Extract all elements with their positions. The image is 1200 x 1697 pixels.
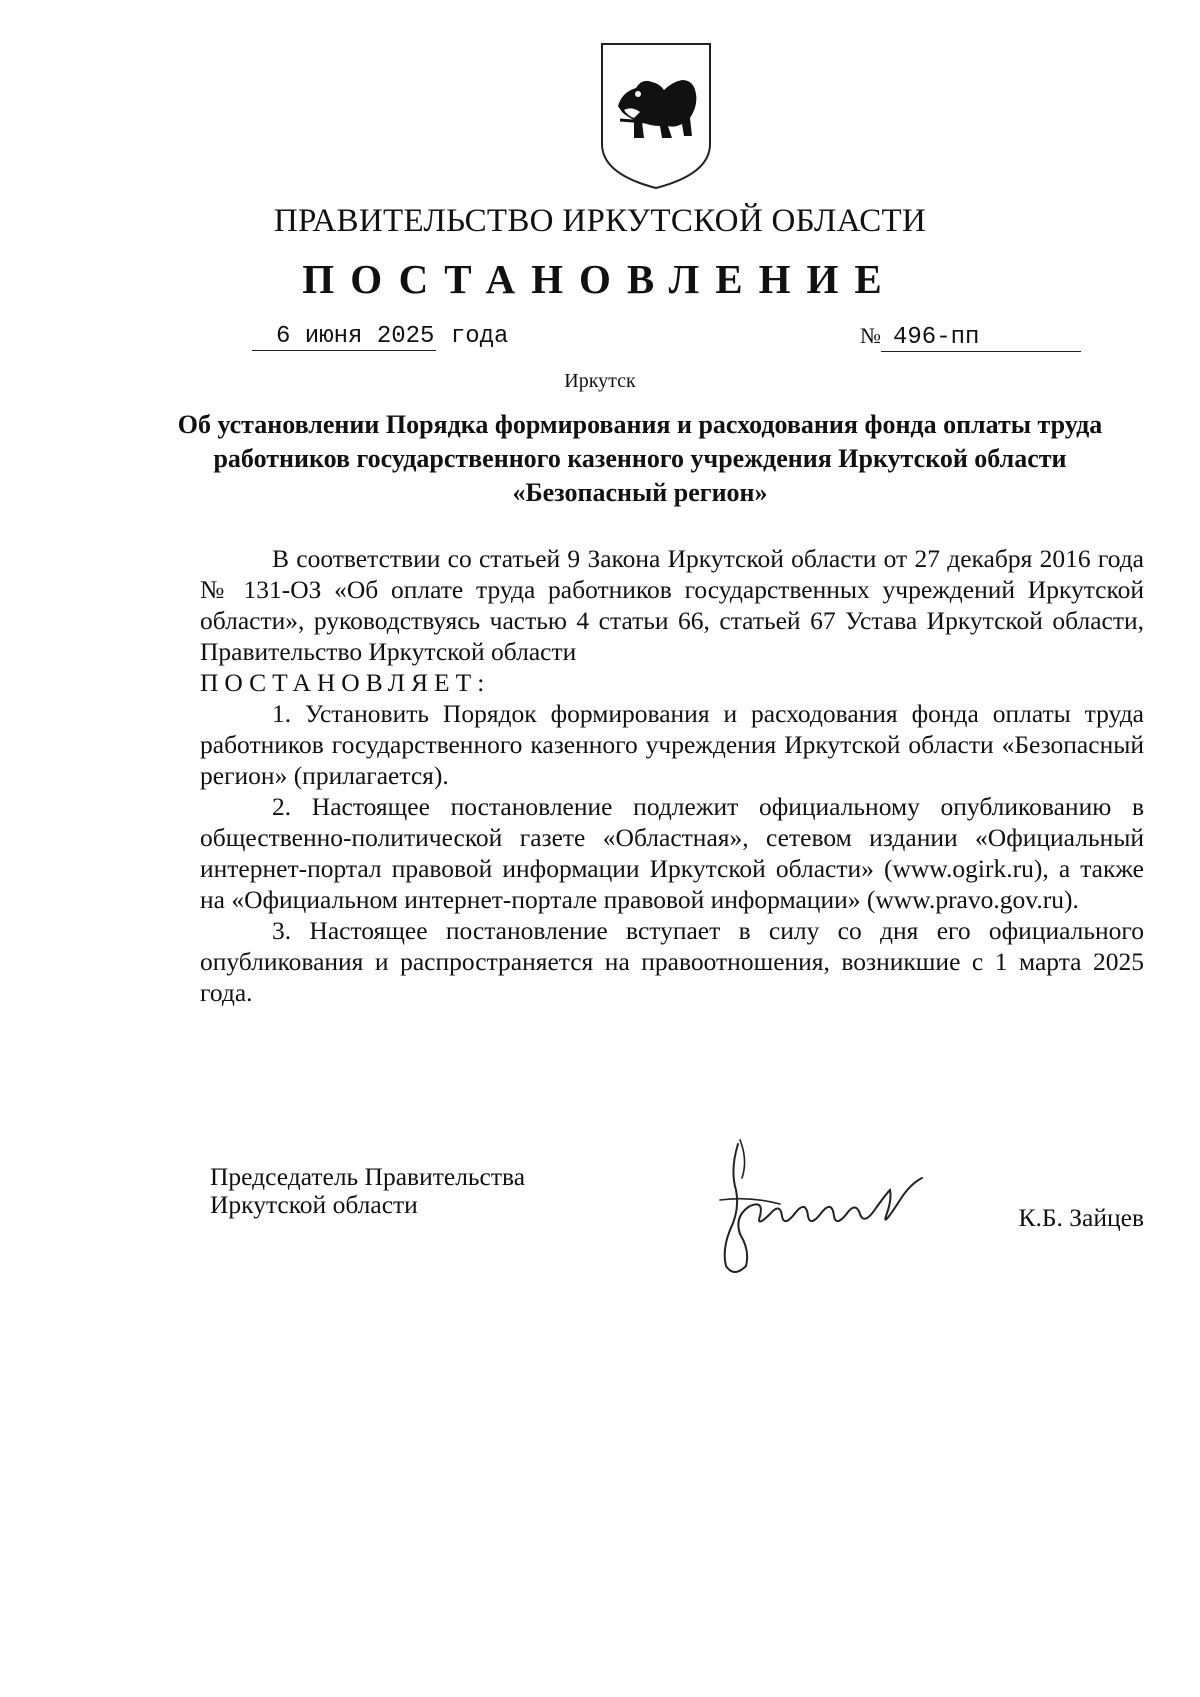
signer-title-line-2: Иркутской области (210, 1190, 418, 1219)
resolves-heading: ПОСТАНОВЛЯЕТ: (200, 668, 491, 697)
date-value: 6 июня 2025 (252, 323, 436, 351)
city: Иркутск (564, 370, 636, 392)
item-paragraph-1: 1. Установить Порядок формирования и расходования фонда оплаты труда работников государственного казенного учреждения Иркутской области «Безопасный регион» (прилагается). (200, 699, 1144, 790)
document-subject: Об установлении Порядка формирования и расходования фонда оплаты труда работников государственного казенного учреждения Иркутской области «Безопасный регион» (177, 410, 1103, 507)
signer-title-line-1: Председатель Правительства (210, 1162, 526, 1191)
document-date (252, 323, 508, 350)
handwritten-signature (690, 1130, 950, 1280)
number-value: 496-пп (881, 324, 1081, 352)
document-type: ПОСТАНОВЛЕНИЕ (302, 256, 898, 302)
item-paragraph-2: 2. Настоящее постановление подлежит официальному опубликованию в общественно-политической газете «Областная», сетевом издании «Официальный интернет-портал правовой информации Иркутской области» (www.ogirk.ru), а также на «Официальном интернет-портале правовой информации» (www.pravo.gov.ru). (200, 792, 1144, 914)
number-sign: № (860, 323, 881, 348)
date-suffix: года (450, 323, 509, 350)
item-paragraph-3: 3. Настоящее постановление вступает в силу со дня его официального опубликования и распространяется на правоотношения, возникшие с 1 марта 2025 года. (200, 916, 1144, 1007)
government-name: ПРАВИТЕЛЬСТВО ИРКУТСКОЙ ОБЛАСТИ (273, 203, 927, 239)
coat-of-arms-icon (598, 40, 714, 192)
preamble-paragraph: В соответствии со статьей 9 Закона Иркутской области от 27 декабря 2016 года № 131-ОЗ «Об оплате труда работников государственных учреждений Иркутской области», руководствуясь частью 4 статьи 66, статьей 67 Устава Иркутской области, Правительство Иркутской области (200, 544, 1144, 666)
document-body (200, 543, 1144, 1008)
signer-title (210, 1163, 525, 1219)
signer-name: К.Б. Зайцев (1018, 1203, 1144, 1232)
document-number (860, 323, 1081, 352)
